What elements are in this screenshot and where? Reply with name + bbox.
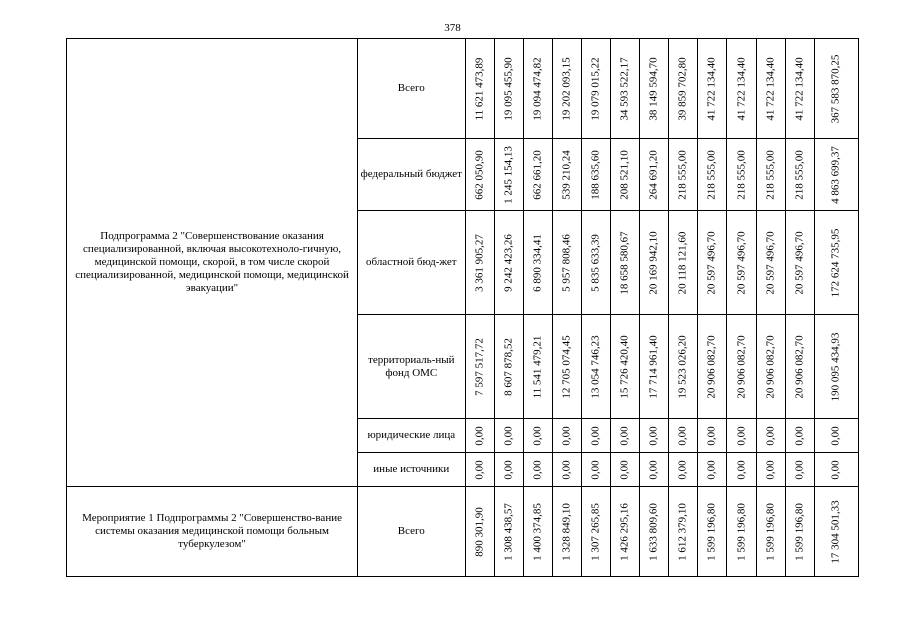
value-text: 34 593 522,17	[618, 56, 631, 121]
year-value-cell	[698, 487, 727, 577]
total-value-cell	[814, 139, 858, 211]
year-value-cell	[552, 487, 581, 577]
year-value-cell	[756, 315, 785, 419]
year-value-cell	[785, 315, 814, 419]
value-text: 4 863 699,37	[829, 145, 842, 204]
year-value-cell	[611, 211, 640, 315]
value-text: 41 722 134,40	[735, 56, 748, 121]
value-text: 1 599 196,80	[705, 502, 718, 561]
year-value-cell	[727, 487, 756, 577]
year-value-cell	[756, 453, 785, 487]
value-text: 0,00	[705, 425, 718, 446]
value-text: 41 722 134,40	[705, 56, 718, 121]
value-text: 12 705 074,45	[560, 334, 573, 399]
value-text: 890 301,90	[473, 506, 486, 557]
year-value-cell	[465, 487, 494, 577]
year-value-cell	[640, 211, 669, 315]
value-text: 172 624 735,95	[829, 228, 842, 297]
value-text: 7 597 517,72	[473, 337, 486, 396]
year-value-cell	[698, 315, 727, 419]
year-value-cell	[669, 419, 698, 453]
year-value-cell	[785, 419, 814, 453]
value-text: 0,00	[647, 425, 660, 446]
value-text: 188 635,60	[589, 149, 602, 200]
value-text: 0,00	[793, 459, 806, 480]
year-value-cell	[698, 139, 727, 211]
value-text: 1 245 154,13	[502, 145, 515, 204]
year-value-cell	[756, 39, 785, 139]
year-value-cell	[698, 419, 727, 453]
year-value-cell	[727, 211, 756, 315]
value-text: 1 599 196,80	[764, 502, 777, 561]
year-value-cell	[523, 315, 552, 419]
value-text: 18 658 580,67	[618, 230, 631, 295]
value-text: 38 149 594,70	[647, 56, 660, 121]
value-text: 1 599 196,80	[735, 502, 748, 561]
year-value-cell	[785, 453, 814, 487]
value-text: 0,00	[589, 425, 602, 446]
year-value-cell	[727, 139, 756, 211]
value-text: 1 308 438,57	[502, 502, 515, 561]
value-text: 20 118 121,60	[676, 231, 689, 294]
value-text: 1 307 265,85	[589, 502, 602, 561]
value-text: 5 957 808,46	[560, 233, 573, 292]
value-text: 264 691,20	[647, 149, 660, 200]
total-value-cell	[814, 211, 858, 315]
year-value-cell	[698, 453, 727, 487]
value-text: 218 555,00	[764, 149, 777, 200]
year-value-cell	[669, 453, 698, 487]
value-text: 8 607 878,52	[502, 337, 515, 396]
value-text: 6 890 334,41	[531, 233, 544, 292]
funding-source-cell: Всего	[358, 487, 465, 577]
value-text: 0,00	[502, 425, 515, 446]
total-value-cell	[814, 419, 858, 453]
year-value-cell	[465, 453, 494, 487]
value-text: 208 521,10	[618, 149, 631, 200]
value-text: 0,00	[735, 459, 748, 480]
funding-source-cell: территориаль-ный фонд ОМС	[358, 315, 465, 419]
value-text: 1 328 849,10	[560, 502, 573, 561]
value-text: 0,00	[829, 425, 842, 446]
value-text: 539 210,24	[560, 149, 573, 200]
value-text: 1 426 295,16	[618, 502, 631, 561]
year-value-cell	[465, 139, 494, 211]
year-value-cell	[727, 39, 756, 139]
budget-table	[66, 38, 859, 577]
total-value-cell	[814, 487, 858, 577]
year-value-cell	[552, 453, 581, 487]
value-text: 662 050,90	[473, 149, 486, 200]
year-value-cell	[756, 211, 785, 315]
value-text: 20 906 082,70	[705, 334, 718, 399]
value-text: 0,00	[735, 425, 748, 446]
table-row	[67, 39, 859, 139]
value-text: 1 612 379,10	[676, 502, 689, 561]
year-value-cell	[640, 453, 669, 487]
year-value-cell	[494, 419, 523, 453]
year-value-cell	[552, 39, 581, 139]
value-text: 9 242 423,26	[502, 233, 515, 292]
year-value-cell	[465, 315, 494, 419]
total-value-cell	[814, 39, 858, 139]
year-value-cell	[640, 315, 669, 419]
value-text: 0,00	[473, 425, 486, 446]
value-text: 0,00	[589, 459, 602, 480]
value-text: 218 555,00	[676, 149, 689, 200]
value-text: 0,00	[764, 425, 777, 446]
value-text: 17 304 501,33	[829, 499, 842, 564]
year-value-cell	[581, 453, 610, 487]
total-value-cell	[814, 453, 858, 487]
value-text: 367 583 870,25	[829, 54, 842, 123]
value-text: 19 095 455,90	[502, 56, 515, 121]
value-text: 20 906 082,70	[793, 334, 806, 399]
value-text: 0,00	[502, 459, 515, 480]
value-text: 218 555,00	[793, 149, 806, 200]
year-value-cell	[611, 487, 640, 577]
year-value-cell	[669, 211, 698, 315]
year-value-cell	[581, 39, 610, 139]
value-text: 0,00	[618, 459, 631, 480]
funding-source-cell: иные источники	[358, 453, 465, 487]
year-value-cell	[494, 211, 523, 315]
value-text: 19 523 026,20	[676, 334, 689, 399]
value-text: 218 555,00	[705, 149, 718, 200]
value-text: 41 722 134,40	[793, 56, 806, 121]
year-value-cell	[523, 39, 552, 139]
year-value-cell	[611, 315, 640, 419]
value-text: 0,00	[647, 459, 660, 480]
value-text: 19 094 474,82	[531, 56, 544, 121]
value-text: 20 169 942,10	[647, 230, 660, 295]
year-value-cell	[669, 139, 698, 211]
year-value-cell	[785, 139, 814, 211]
value-text: 20 597 496,70	[735, 230, 748, 295]
value-text: 0,00	[531, 459, 544, 480]
program-name-cell: Подпрограмма 2 "Совершенствование оказания специализированной, включая высокотехноло-гичную, медицинской помощи, скорой, в том числе скорой специализированной, медицинской помощи, медицинской эвакуации"	[67, 39, 358, 487]
year-value-cell	[785, 211, 814, 315]
year-value-cell	[611, 139, 640, 211]
year-value-cell	[523, 419, 552, 453]
value-text: 1 400 374,85	[531, 502, 544, 561]
year-value-cell	[669, 315, 698, 419]
value-text: 0,00	[829, 459, 842, 480]
year-value-cell	[581, 419, 610, 453]
value-text: 11 541 479,21	[531, 335, 544, 398]
year-value-cell	[581, 139, 610, 211]
program-name-cell: Мероприятие 1 Подпрограммы 2 "Совершенство-вание системы оказания медицинской помощи больным туберкулезом"	[67, 487, 358, 577]
year-value-cell	[494, 315, 523, 419]
total-value-cell	[814, 315, 858, 419]
year-value-cell	[581, 315, 610, 419]
year-value-cell	[611, 39, 640, 139]
year-value-cell	[465, 419, 494, 453]
value-text: 3 361 905,27	[473, 233, 486, 292]
year-value-cell	[552, 419, 581, 453]
year-value-cell	[611, 419, 640, 453]
year-value-cell	[785, 39, 814, 139]
funding-source-cell: федеральный бюджет	[358, 139, 465, 211]
value-text: 20 906 082,70	[764, 334, 777, 399]
value-text: 0,00	[764, 459, 777, 480]
year-value-cell	[552, 211, 581, 315]
value-text: 41 722 134,40	[764, 56, 777, 121]
year-value-cell	[581, 211, 610, 315]
year-value-cell	[494, 139, 523, 211]
value-text: 15 726 420,40	[618, 334, 631, 399]
year-value-cell	[552, 139, 581, 211]
year-value-cell	[698, 211, 727, 315]
year-value-cell	[611, 453, 640, 487]
year-value-cell	[465, 39, 494, 139]
value-text: 0,00	[560, 459, 573, 480]
table-row	[67, 487, 859, 577]
year-value-cell	[523, 211, 552, 315]
year-value-cell	[552, 315, 581, 419]
year-value-cell	[523, 487, 552, 577]
funding-source-cell: областной бюд-жет	[358, 211, 465, 315]
value-text: 0,00	[618, 425, 631, 446]
value-text: 0,00	[705, 459, 718, 480]
year-value-cell	[698, 39, 727, 139]
value-text: 20 906 082,70	[735, 334, 748, 399]
year-value-cell	[756, 419, 785, 453]
year-value-cell	[640, 39, 669, 139]
value-text: 20 597 496,70	[705, 230, 718, 295]
value-text: 11 621 473,89	[473, 57, 486, 120]
year-value-cell	[523, 139, 552, 211]
year-value-cell	[669, 39, 698, 139]
year-value-cell	[640, 419, 669, 453]
value-text: 218 555,00	[735, 149, 748, 200]
value-text: 1 633 809,60	[647, 502, 660, 561]
year-value-cell	[581, 487, 610, 577]
year-value-cell	[494, 453, 523, 487]
value-text: 0,00	[531, 425, 544, 446]
year-value-cell	[494, 487, 523, 577]
funding-source-cell: юридические лица	[358, 419, 465, 453]
year-value-cell	[727, 419, 756, 453]
year-value-cell	[727, 315, 756, 419]
value-text: 0,00	[676, 459, 689, 480]
year-value-cell	[756, 139, 785, 211]
year-value-cell	[640, 487, 669, 577]
value-text: 0,00	[793, 425, 806, 446]
value-text: 17 714 961,40	[647, 334, 660, 399]
year-value-cell	[523, 453, 552, 487]
value-text: 20 597 496,70	[793, 230, 806, 295]
year-value-cell	[465, 211, 494, 315]
value-text: 0,00	[560, 425, 573, 446]
value-text: 19 079 015,22	[589, 56, 602, 121]
value-text: 39 859 702,80	[676, 56, 689, 121]
value-text: 0,00	[473, 459, 486, 480]
value-text: 19 202 093,15	[560, 56, 573, 121]
value-text: 20 597 496,70	[764, 230, 777, 295]
value-text: 662 661,20	[531, 149, 544, 200]
funding-source-cell: Всего	[358, 39, 465, 139]
value-text: 0,00	[676, 425, 689, 446]
year-value-cell	[727, 453, 756, 487]
year-value-cell	[785, 487, 814, 577]
year-value-cell	[669, 487, 698, 577]
value-text: 190 095 434,93	[829, 332, 842, 401]
value-text: 1 599 196,80	[793, 502, 806, 561]
year-value-cell	[756, 487, 785, 577]
value-text: 5 835 633,39	[589, 233, 602, 292]
page-number: 378	[444, 22, 461, 34]
year-value-cell	[494, 39, 523, 139]
year-value-cell	[640, 139, 669, 211]
value-text: 13 054 746,23	[589, 334, 602, 399]
